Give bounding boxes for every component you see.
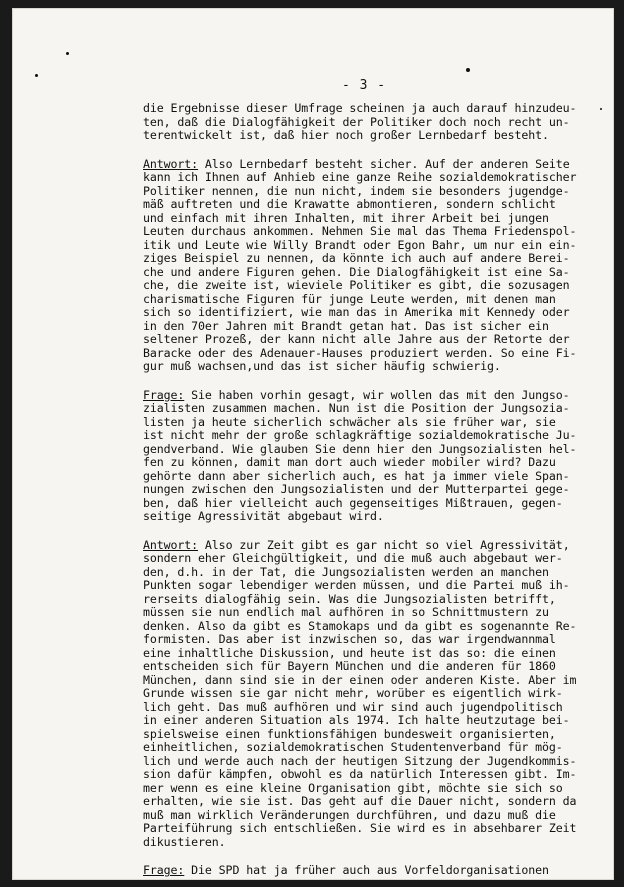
text-line bbox=[143, 116, 603, 130]
text-line bbox=[143, 822, 603, 836]
paragraph bbox=[143, 864, 603, 878]
line-text: seitige Agressivität abgebaut wird. bbox=[143, 509, 384, 523]
text-line bbox=[143, 279, 603, 293]
line-text: fen zu können, damit man dort auch wieder mobiler wird? Dazu bbox=[143, 455, 556, 469]
line-text: in einer anderen Situation als 1974. Ich halte heutzutage bei- bbox=[143, 713, 570, 727]
text-line bbox=[143, 333, 603, 347]
line-text: Leuten durchaus ankommen. Nehmen Sie mal das Thema Friedenspol- bbox=[143, 224, 577, 238]
line-text: formisten. Das aber ist inzwischen so, das war irgendwannmal bbox=[143, 632, 556, 646]
text-line bbox=[143, 429, 603, 443]
text-line bbox=[143, 633, 603, 647]
line-text: München, dann sind sie in der einen oder anderen Kiste. Aber im bbox=[143, 672, 577, 687]
line-text: sondern eher Gleichgültigkeit, und die muß auch abgebaut wer- bbox=[143, 551, 563, 565]
text-line bbox=[143, 483, 603, 497]
paragraph bbox=[143, 539, 603, 850]
line-text: gendverband. Wie glauben Sie denn hier den Jungsozialisten hel- bbox=[143, 441, 577, 456]
line-text: mäß auftreten und die Krawatte abmontieren, sondern schlicht bbox=[143, 197, 556, 211]
text-line bbox=[143, 864, 603, 878]
document-page bbox=[12, 8, 614, 880]
paragraph bbox=[143, 158, 603, 374]
text-line bbox=[143, 593, 603, 607]
line-text: mer wenn es eine kleine Organisation gibt, möchte sie sich so bbox=[143, 780, 563, 795]
line-text: Die SPD hat ja früher auch aus Vorfeldorganisationen bbox=[184, 863, 549, 877]
text-line bbox=[143, 129, 603, 143]
line-text: gehörte dann aber sicherlich auch, es hat ja immer viele Span- bbox=[143, 468, 570, 483]
line-text: lich geht. Das muß aufhören und wir sind auch jugendpolitisch bbox=[143, 699, 563, 714]
line-text: erhalten, wie sie ist. Das geht auf die Dauer nicht, sondern da bbox=[143, 794, 577, 808]
text-line bbox=[143, 225, 603, 239]
line-text: ziges Beispiel zu nennen, da könnte ich auch auf andere Berei- bbox=[143, 251, 570, 265]
text-line bbox=[143, 443, 603, 457]
line-text: Punkten sogar lebendiger werden müssen, und die Partei muß ih- bbox=[143, 578, 570, 592]
page-number: - 3 - bbox=[342, 78, 387, 93]
text-line bbox=[143, 347, 603, 361]
text-line bbox=[143, 470, 603, 484]
text-line bbox=[143, 660, 603, 674]
text-line bbox=[143, 606, 603, 620]
line-text: zialisten zusammen machen. Nun ist die Position der Jungsozia- bbox=[143, 401, 570, 415]
line-text: lich und werde auch nach der heutigen Sitzung der Jugendkommis- bbox=[143, 753, 577, 768]
text-line bbox=[143, 252, 603, 266]
scan-speck bbox=[66, 52, 69, 55]
text-line bbox=[143, 497, 603, 511]
text-line bbox=[143, 198, 603, 212]
line-text: itik und Leute wie Willy Brandt oder Egon Bahr, um nur ein ein- bbox=[143, 237, 577, 252]
line-text: Also Lernbedarf besteht sicher. Auf der anderen Seite bbox=[198, 156, 570, 171]
line-text: müssen sie nun endlich mal aufhören in so Schnittmustern zu bbox=[143, 605, 549, 619]
speaker-label: Antwort: bbox=[143, 156, 199, 171]
text-line bbox=[143, 768, 603, 782]
line-text: gur muß wachsen,und das ist sicher häufig schwierig. bbox=[143, 359, 501, 373]
text-line bbox=[143, 306, 603, 320]
text-line bbox=[143, 728, 603, 742]
speaker-label: Antwort: bbox=[143, 537, 199, 552]
body-text bbox=[143, 102, 603, 880]
line-text: Sie haben vorhin gesagt, wir wollen das mit den Jungso- bbox=[184, 387, 570, 402]
text-line bbox=[143, 510, 603, 524]
text-line bbox=[143, 674, 603, 688]
text-line bbox=[143, 741, 603, 755]
line-text: entscheiden sich für Bayern München und die anderen für 1860 bbox=[143, 659, 556, 673]
line-text: seltener Prozeß, der kann nicht alle Jahre aus der Retorte der bbox=[143, 332, 570, 346]
paragraph bbox=[143, 102, 603, 143]
text-line bbox=[143, 416, 603, 430]
line-text: Politiker nennen, die nun nicht, indem sie besonders jugendge- bbox=[143, 183, 570, 198]
text-line bbox=[143, 456, 603, 470]
scan-speck bbox=[35, 74, 38, 77]
text-line bbox=[143, 320, 603, 334]
line-text: che und andere Figuren gehen. Die Dialogfähigkeit ist eine Sa- bbox=[143, 264, 570, 279]
text-line bbox=[143, 755, 603, 769]
line-text: Parteiführung sich entschließen. Sie wird es in absehbarer Zeit bbox=[143, 821, 577, 835]
line-text: kann ich Ihnen auf Anhieb eine ganze Reihe sozialdemokratischer bbox=[143, 170, 577, 184]
line-text: Grunde wissen sie gar nicht mehr, worüber es eigentlich wirk- bbox=[143, 686, 563, 700]
line-text: Baracke oder des Adenauer-Hauses produziert werden. So eine Fi- bbox=[143, 345, 577, 360]
text-line bbox=[143, 552, 603, 566]
text-line bbox=[143, 102, 603, 116]
line-text: muß man wirklich Veränderungen durchführen, und dazu muß die bbox=[143, 807, 556, 822]
line-text: Also zur Zeit gibt es gar nicht so viel Agressivität, bbox=[198, 537, 570, 552]
paragraph bbox=[143, 389, 603, 524]
text-line bbox=[143, 620, 603, 634]
line-text: rerseits dialogfähig sein. Was die Jungsozialisten betrifft, bbox=[143, 591, 556, 606]
line-text: in den 70er Jahren mit Brandt getan hat. Das ist sicher ein bbox=[143, 318, 549, 333]
line-text: spielsweise einen funktionsfähigen bundesweit organisierten, bbox=[143, 726, 556, 741]
line-text: dikustieren. bbox=[143, 834, 226, 849]
line-text: einheitlichen, sozialdemokratischen Studentenverband für mög- bbox=[143, 740, 563, 754]
line-text: den, d.h. in der Tat, die Jungsozialisten werden an manchen bbox=[143, 564, 549, 579]
text-line bbox=[143, 212, 603, 226]
line-text: listen ja heute sicherlich schwächer als sie früher war, sie bbox=[143, 414, 556, 429]
text-line bbox=[143, 566, 603, 580]
text-line bbox=[143, 795, 603, 809]
line-text: ben, daß hier vielleicht auch gegenseitiges Mißtrauen, gegen- bbox=[143, 495, 563, 510]
speaker-label: Frage: bbox=[143, 863, 185, 877]
text-line bbox=[143, 266, 603, 280]
scan-speck bbox=[466, 68, 470, 72]
text-line bbox=[143, 836, 603, 850]
line-text: ist nicht mehr der große schlagkräftige sozialdemokratische Ju- bbox=[143, 428, 577, 442]
text-line bbox=[143, 714, 603, 728]
line-text: die Ergebnisse dieser Umfrage scheinen ja auch darauf hinzudeu- bbox=[143, 101, 577, 115]
line-text: charismatische Figuren für junge Leute werden, mit denen man bbox=[143, 291, 556, 306]
speaker-label: Frage: bbox=[143, 387, 185, 402]
line-text: eine inhaltliche Diskussion, und heute ist das so: die einen bbox=[143, 645, 556, 660]
text-line bbox=[143, 579, 603, 593]
line-text: che, die zweite ist, wieviele Politiker es gibt, die sozusagen bbox=[143, 278, 570, 292]
text-line bbox=[143, 647, 603, 661]
text-line bbox=[143, 687, 603, 701]
text-line bbox=[143, 360, 603, 374]
text-line bbox=[143, 782, 603, 796]
line-text: terentwickelt ist, daß hier noch großer Lernbedarf besteht. bbox=[143, 128, 549, 142]
line-text: und einfach mit ihren Inhalten, mit ihrer Arbeit bei jungen bbox=[143, 210, 549, 225]
text-line bbox=[143, 402, 603, 416]
line-text: sion dafür kämpfen, obwohl es da natürlich Interessen gibt. Im- bbox=[143, 767, 577, 781]
text-line bbox=[143, 389, 603, 403]
text-line bbox=[143, 158, 603, 172]
line-text: sich so identifiziert, wie man das in Amerika mit Kennedy oder bbox=[143, 305, 570, 319]
line-text: nungen zwischen den Jungsozialisten und der Mutterpartei gege- bbox=[143, 482, 570, 496]
text-line bbox=[143, 239, 603, 253]
text-line bbox=[143, 171, 603, 185]
text-line bbox=[143, 809, 603, 823]
line-text: denken. Also da gibt es Stamokaps und da gibt es sogenannte Re- bbox=[143, 618, 577, 633]
text-line bbox=[143, 293, 603, 307]
text-line bbox=[143, 539, 603, 553]
line-text: ten, daß die Dialogfähigkeit der Politiker doch noch recht un- bbox=[143, 114, 570, 129]
text-line bbox=[143, 701, 603, 715]
text-line bbox=[143, 185, 603, 199]
